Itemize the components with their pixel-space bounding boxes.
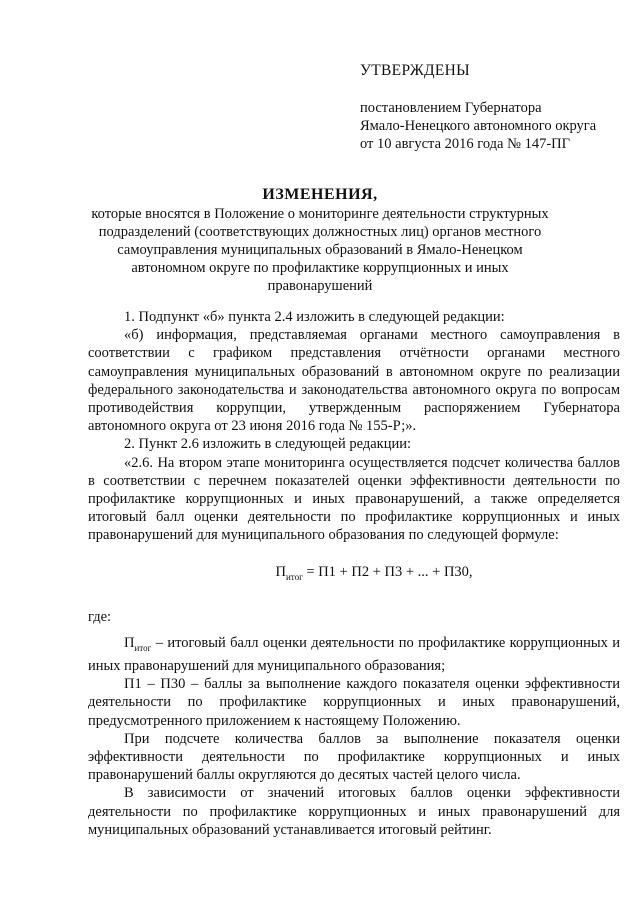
formula (88, 563, 620, 586)
document-subtitle: которые вносятся в Положение о мониторинге деятельности структурных подразделений (соответствующих должностных лиц) органов местного самоуправления муниципальных образований в Ямало-Ненецком автономном округе по профилактике коррупционных и иных правонарушений (91, 206, 549, 294)
paragraph-4: «2.6. На втором этапе мониторинга осуществляется подсчет количества баллов в соответствии с перечнем показателей оценки эффективности деятельности по профилактике коррупционных и иных правонарушений, а также определяется итоговый балл оценки деятельности по профилактике коррупционных и иных правонарушений для муниципального образования по следующей формуле: (88, 454, 620, 544)
approval-block (360, 62, 620, 153)
definition-total-symbol: П (124, 634, 135, 651)
document-title-block (80, 186, 560, 295)
formula-expression: = П1 + П2 + П3 + ... + П30, (302, 563, 473, 580)
approval-line-1: постановлением Губернатора (360, 100, 542, 116)
approval-heading: УТВЕРЖДЕНЫ (360, 62, 470, 79)
formula-symbol: П (275, 563, 286, 580)
paragraph-5: При подсчете количества баллов за выполнение показателя оценки эффективности деятельности по профилактике коррупционных и иных правонарушений баллы округляются до десятых частей целого числа. (88, 730, 620, 784)
paragraph-1: 1. Подпункт «б» пункта 2.4 изложить в следующей редакции: (124, 309, 505, 325)
definition-total-subscript: итог (134, 642, 152, 653)
formula-subscript: итог (285, 571, 303, 582)
definition-total-text: – итоговый балл оценки деятельности по профилактике коррупционных и иных правонарушений для муниципального образования; (88, 634, 620, 675)
paragraph-3: 2. Пункт 2.6 изложить в следующей редакции: (124, 436, 412, 453)
approval-line-2: Ямало-Ненецкого автономного округа (360, 118, 597, 134)
where-label: где: (88, 608, 112, 625)
paragraph-2: «б) информация, представляемая органами местного самоуправления в соответствии с графиком представления отчётности органами местного самоуправления муниципальных образований в автономном округе по реализации федерального законодательства и законодательства автономного округа по вопросам противодействия коррупции, утвержденным распоряжением Губернатора автономного округа от 23 июня 2016 года № 155-Р;». (88, 327, 620, 435)
definition-scores: П1 – П30 – баллы за выполнение каждого показателя оценки эффективности деятельности по профилактике коррупционных и иных правонарушений, предусмотренного приложением к настоящему Положению. (88, 676, 620, 729)
definition-total (88, 634, 620, 675)
document-title: ИЗМЕНЕНИЯ, (262, 186, 378, 203)
approval-line-3: от 10 августа 2016 года № 147-ПГ (360, 136, 571, 152)
paragraph-6: В зависимости от значений итоговых баллов оценки эффективности деятельности по профилактике коррупционных и иных правонарушений для муниципальных образований устанавливается итоговый рейтинг. (88, 785, 620, 838)
document-body (88, 308, 620, 839)
